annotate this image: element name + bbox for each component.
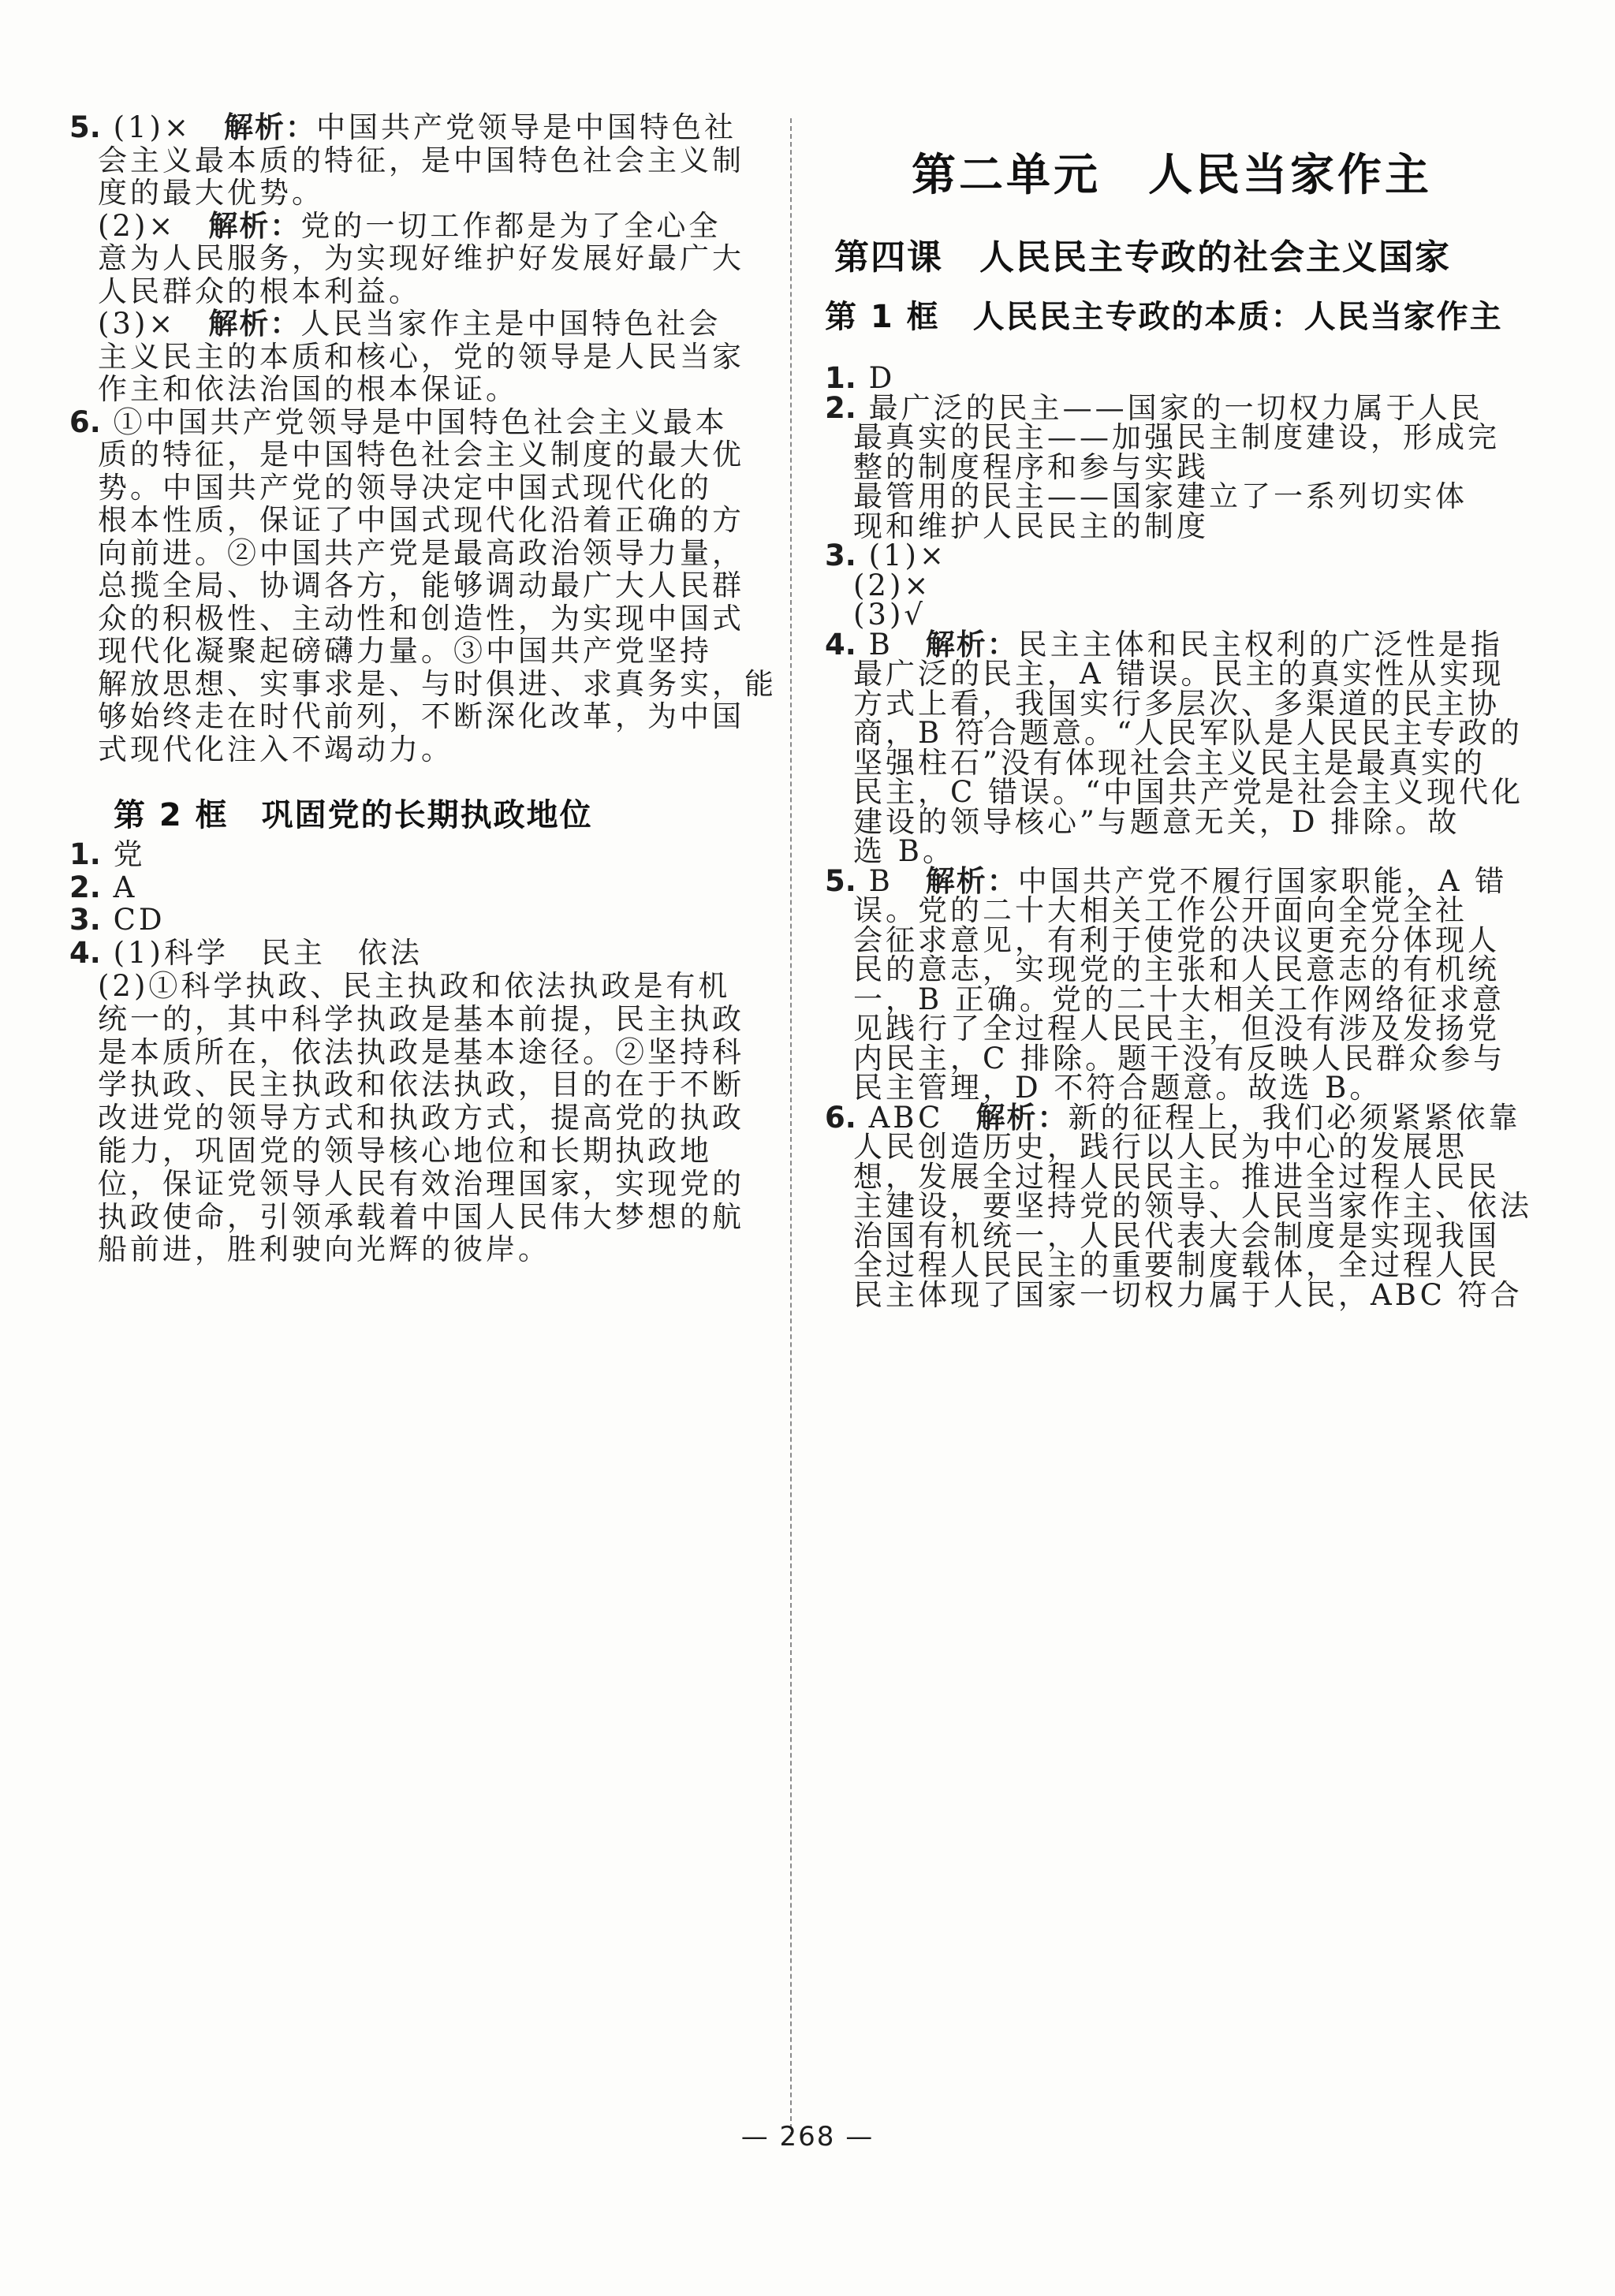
unit-title: 第二单元 人民当家作主: [912, 150, 1432, 201]
line-text: 根本性质，保证了中国式现代化沿着正确的方: [98, 503, 744, 537]
line-text: ABC: [868, 1101, 976, 1135]
line-text: 总揽全局、协调各方，能够调动最广大人民群: [98, 568, 744, 602]
line-text: 现和维护人民民主的制度: [853, 509, 1209, 543]
question-number: 2.: [69, 870, 101, 904]
line-text: 建设的领导核心”与题意无关，D 排除。故: [853, 805, 1460, 839]
line-text: 商，B 符合题意。“人民军队是人民民主专政的: [853, 716, 1523, 750]
text-line: [98, 1165, 744, 1203]
line-text: 现代化凝聚起磅礴力量。③中国共产党坚持: [98, 634, 712, 668]
question-number: 4.: [69, 936, 101, 970]
analysis-label: 解析：: [975, 1101, 1069, 1135]
text-line: [98, 436, 744, 474]
question-number: 5.: [825, 864, 856, 898]
line-text: 想，发展全过程人民民主。推进全过程人民民: [853, 1160, 1500, 1194]
line-text: 势。中国共产党的领导决定中国式现代化的: [98, 471, 712, 505]
lesson-title: 第四课 人民民主专政的社会主义国家: [834, 237, 1451, 278]
line-text: 误。党的二十大相关工作公开面向全党全社: [853, 893, 1468, 927]
text-line: [853, 1277, 1523, 1314]
question-line: [69, 836, 146, 874]
line-text: 一，B 正确。党的二十大相关工作网络征求意: [853, 982, 1505, 1016]
line-text: 主义民主的本质和核心，党的领导是人民当家: [98, 340, 744, 374]
analysis-label: 解析：: [925, 628, 1018, 662]
question-number: 6.: [69, 405, 101, 439]
text-line: [98, 698, 744, 736]
line-text: 众的积极性、主动性和创造性，为实现中国式: [98, 602, 744, 636]
line-text: 治国有机统一，人民代表大会制度是实现我国: [853, 1219, 1500, 1253]
analysis-text: 中国共产党不履行国家职能，A 错: [1017, 864, 1508, 898]
line-text: 人民群众的根本利益。: [98, 274, 421, 308]
line-text: 民的意志，实现党的主张和人民意志的有机统: [853, 952, 1500, 986]
frame-title: 第 1 框 人民民主专政的本质：人民当家作主: [825, 299, 1503, 335]
line-text: 最广泛的民主，A 错误。民主的真实性从实现: [853, 657, 1505, 691]
column-divider: [790, 118, 792, 2137]
line-text: 学执政、民主执政和依法执政，目的在于不断: [98, 1068, 744, 1101]
analysis-label: 解析：: [208, 209, 301, 243]
question-number: 1.: [825, 361, 856, 395]
line-text: 统一的，其中科学执政是基本前提，民主执政: [98, 1002, 744, 1036]
line-text: 方式上看，我国实行多层次、多渠道的民主协: [853, 687, 1500, 721]
line-text: 执政使命，引领承载着中国人民伟大梦想的航: [98, 1200, 744, 1234]
line-text: 是本质所在，依法执政是基本途径。②坚持科: [98, 1035, 744, 1069]
line-text: 民主管理，D 不符合题意。故选 B。: [853, 1071, 1382, 1105]
line-text: A: [113, 870, 138, 904]
line-text: (3)×: [98, 307, 209, 341]
line-text: 向前进。②中国共产党是最高政治领导力量，: [98, 536, 744, 570]
analysis-label: 解析：: [208, 307, 301, 341]
text-line: [98, 371, 518, 408]
text-line: [98, 1132, 712, 1170]
line-text: 党: [113, 837, 146, 871]
line-text: 船前进，胜利驶向光辉的彼岸。: [98, 1232, 550, 1266]
question-number: 4.: [825, 628, 856, 662]
question-number: 1.: [69, 837, 101, 871]
line-text: 选 B。: [853, 834, 955, 868]
analysis-text: 人民当家作主是中国特色社会: [300, 307, 722, 341]
line-text: B: [868, 864, 926, 898]
text-line: [98, 240, 744, 278]
line-text: B: [868, 628, 926, 662]
line-text: 民主体现了国家一切权力属于人民，ABC 符合: [853, 1278, 1523, 1312]
line-text: 式现代化注入不竭动力。: [98, 732, 453, 766]
question-number: 3.: [69, 903, 101, 937]
line-text: 最广泛的民主——国家的一切权力属于人民: [868, 391, 1483, 425]
line-text: 坚强柱石”没有体现社会主义民主是最真实的: [853, 746, 1486, 780]
line-text: 主建设，要坚持党的领导、人民当家作主、依法: [853, 1189, 1532, 1223]
line-text: 整的制度程序和参与实践: [853, 450, 1209, 484]
question-line: [69, 109, 737, 147]
line-text: 改进党的领导方式和执政方式，提高党的执政: [98, 1101, 744, 1135]
question-number: 5.: [69, 110, 101, 144]
line-text: 最管用的民主——国家建立了一系列切实体: [853, 479, 1468, 513]
analysis-label: 解析：: [925, 864, 1018, 898]
analysis-text: 新的征程上，我们必须紧紧依靠: [1068, 1101, 1521, 1135]
analysis-text: 党的一切工作都是为了全心全: [300, 209, 722, 243]
text-line: [98, 967, 730, 1005]
line-text: (1)×: [113, 110, 224, 144]
question-number: 6.: [825, 1101, 856, 1135]
text-line: [98, 1001, 744, 1038]
line-text: D: [868, 361, 896, 395]
line-text: (1)科学 民主 依法: [113, 936, 423, 970]
analysis-text: 民主主体和民主权利的广泛性是指: [1017, 628, 1503, 662]
text-line: [98, 731, 453, 769]
question-number: 3.: [825, 539, 856, 572]
question-line: [69, 901, 166, 939]
line-text: 会主义最本质的特征，是中国特色社会主义制: [98, 144, 744, 177]
line-text: 会征求意见，有利于使党的决议更充分体现人: [853, 923, 1500, 957]
line-text: 作主和依法治国的根本保证。: [98, 372, 518, 406]
line-text: 见践行了全过程人民民主，但没有涉及发扬党: [853, 1012, 1500, 1046]
line-text: 度的最大优势。: [98, 176, 324, 210]
line-text: CD: [113, 903, 166, 937]
line-text: 能力，巩固党的领导核心地位和长期执政地: [98, 1134, 712, 1168]
line-text: 全过程人民民主的重要制度载体，全过程人民: [853, 1248, 1500, 1282]
text-line: [98, 174, 324, 212]
line-text: 民主，C 错误。“中国共产党是社会主义现代化: [853, 775, 1524, 809]
text-line: [98, 567, 744, 605]
line-text: 最真实的民主——加强民主制度建设，形成完: [853, 420, 1500, 454]
line-text: 意为人民服务，为实现好维护好发展好最广大: [98, 241, 744, 275]
line-text: 解放思想、实事求是、与时俱进、求真务实，能: [98, 667, 777, 701]
analysis-text: 中国共产党领导是中国特色社: [316, 110, 737, 144]
line-text: (2)①科学执政、民主执政和依法执政是有机: [98, 969, 731, 1003]
frame-title: 第 2 框 巩固党的长期执政地位: [114, 797, 593, 833]
text-line: [98, 1099, 744, 1137]
analysis-label: 解析：: [224, 110, 316, 144]
line-text: 内民主，C 排除。题干没有反映人民群众参与: [853, 1042, 1506, 1075]
text-line: [98, 1066, 744, 1104]
line-text: (2)×: [98, 209, 209, 243]
text-line: [98, 501, 744, 539]
text-line: [98, 632, 712, 670]
line-text: (3)√: [853, 598, 926, 632]
text-line: [98, 305, 721, 343]
question-number: 2.: [825, 391, 856, 425]
line-text: (2)×: [853, 568, 932, 602]
page-number: — 268 —: [740, 2121, 875, 2152]
text-line: [98, 1231, 550, 1269]
line-text: 质的特征，是中国特色社会主义制度的最大优: [98, 438, 744, 472]
line-text: (1)×: [868, 539, 947, 572]
line-text: ①中国共产党领导是中国特色社会主义最本: [113, 405, 728, 439]
question-line: [69, 934, 423, 972]
line-text: 人民创造历史，践行以人民为中心的发展思: [853, 1130, 1468, 1164]
line-text: 够始终走在时代前列，不断深化改革，为中国: [98, 699, 744, 733]
line-text: 位，保证党领导人民有效治理国家，实现党的: [98, 1167, 744, 1201]
